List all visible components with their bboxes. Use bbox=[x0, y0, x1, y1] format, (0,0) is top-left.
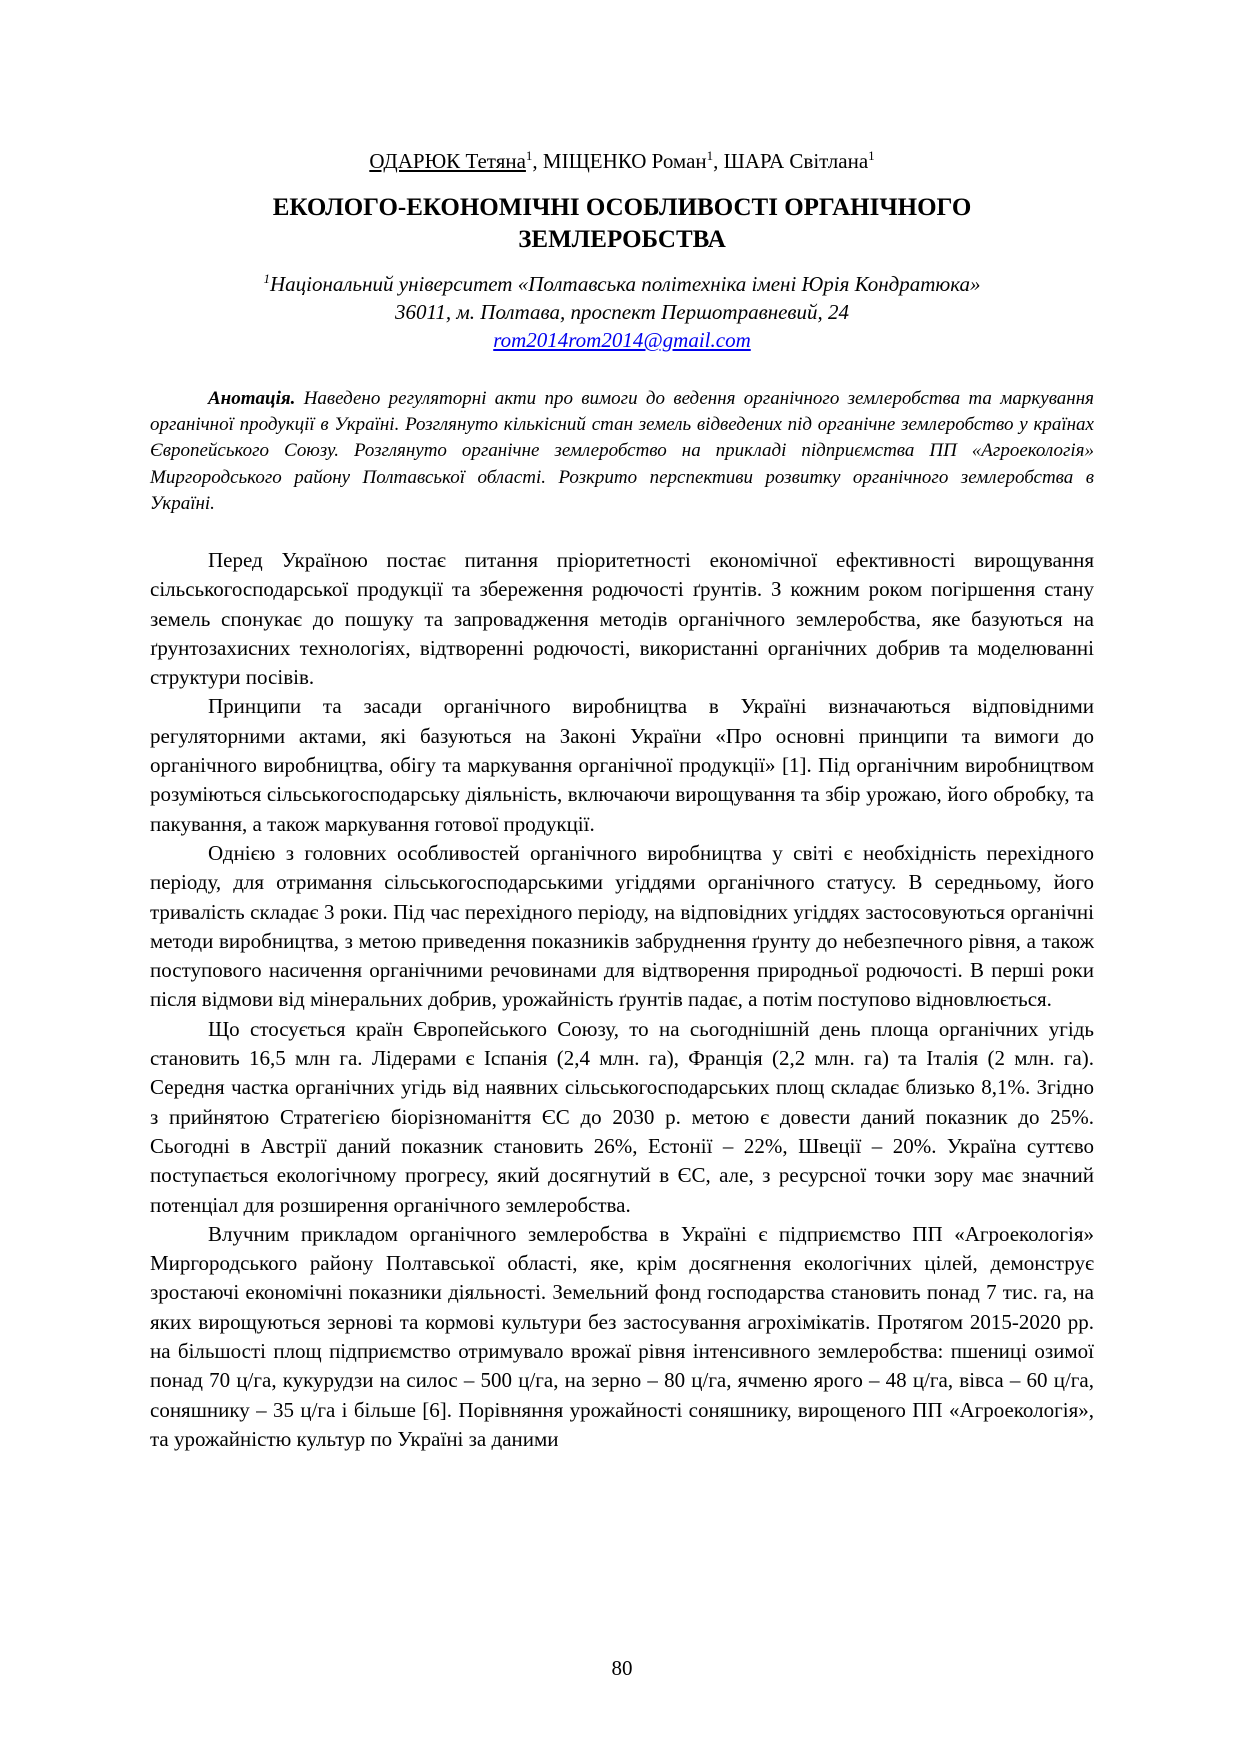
title-line-1: ЕКОЛОГО-ЕКОНОМІЧНІ ОСОБЛИВОСТІ ОРГАНІЧНОГО bbox=[272, 194, 972, 221]
abstract-text: Наведено регуляторні акти про вимоги до ведення органічного землеробства та маркування органічної продукції в Україні. Розглянуто кількісний стан земель відведених під органічне землеробство у країнах Європейського Союзу. Розглянуто органічне землеробство на прикладі підприємства ПП «Агроекологія» Миргородського району Полтавської області. Розкрито перспективи розвитку органічного землеробства в Україні. bbox=[150, 388, 1094, 514]
institution-name: Національний університет «Полтавська політехніка імені Юрія Кондратюка» bbox=[269, 272, 981, 296]
paper-page bbox=[150, 0, 1094, 1754]
author-name-3: ШАРА Світлана bbox=[723, 149, 869, 173]
title-line-2: ЗЕМЛЕРОБСТВА bbox=[518, 226, 726, 253]
body-paragraph-5: Влучним прикладом органічного землеробства в Україні є підприємство ПП «Агроекологія» Миргородського району Полтавської області, яке, крім досягнення екологічних цілей, демонструє зростаючі економічні показники діяльності. Земельний фонд господарства становить понад 7 тис. га, на яких вирощуються зернові та кормові культури без застосування агрохімікатів. Протягом 2015-2020 рр. на більшості площ підприємство отримувало врожаї рівня інтенсивного землеробства: пшениці озимої понад 70 ц/га, кукурудзи на силос – 500 ц/га, на зерно – 80 ц/га, ячменю ярого – 48 ц/га, вівса – 60 ц/га, соняшнику – 35 ц/га і більше [6]. Порівняння урожайності соняшнику, вирощеного ПП «Агроекологія», та урожайністю культур по Україні за даними bbox=[150, 1221, 1094, 1451]
affiliation-institution bbox=[150, 270, 1094, 298]
author-line bbox=[150, 148, 1094, 174]
paper-title bbox=[150, 192, 1094, 256]
author-separator: , bbox=[532, 149, 543, 173]
author-name-2: МІЩЕНКО Роман bbox=[542, 149, 707, 173]
author-affil-mark-3: 1 bbox=[868, 148, 875, 163]
body-paragraph-1: Перед Україною постає питання пріоритетності економічної ефективності вирощування сільськогосподарської продукції та збереження родючості ґрунтів. З кожним роком погіршення стану земель спонукає до пошуку та запровадження методів органічного землеробства, яке базуються на ґрунтозахисних технологіях, відтворенні родючості, використанні органічних добрив та моделюванні структури посівів. bbox=[150, 548, 1094, 690]
body-paragraph-2: Принципи та засади органічного виробництва в Україні визначаються відповідними регуляторними актами, які базуються на Законі України «Про основні принципи та вимоги до органічного виробництва, обігу та маркування органічної продукції» [1]. Під органічним виробництвом розуміються сільськогосподарську діяльність, включаючи вирощування та збір урожаю, його обробку, та пакування, а також маркування готової продукції. bbox=[150, 694, 1094, 836]
author-name-1: ОДАРЮК Тетяна bbox=[369, 149, 526, 173]
author-affil-mark-2: 1 bbox=[706, 148, 714, 163]
body-text bbox=[150, 546, 1094, 1454]
abstract-label: Анотація. bbox=[208, 388, 296, 409]
page-number: 80 bbox=[611, 1656, 633, 1680]
affiliation-address: 36011, м. Полтава, проспект Першотравневий, 24 bbox=[394, 300, 850, 324]
affiliation-block bbox=[150, 270, 1094, 354]
email-link[interactable]: rom2014rom2014@gmail.com bbox=[493, 328, 751, 352]
body-paragraph-3: Однією з головних особливостей органічного виробництва у світі є необхідність перехідного періоду, для отримання сільськогосподарськими угіддями органічного статусу. В середньому, його тривалість складає 3 роки. Під час перехідного періоду, на відповідних угіддях застосовуються органічні методи виробництва, з метою приведення показників забруднення ґрунту до небезпечного рівня, а також поступового насичення органічними речовинами для відтворення природньої родючості. В перші роки після відмови від мінеральних добрив, урожайність ґрунтів падає, а потім поступово відновлюється. bbox=[150, 840, 1094, 1012]
affiliation-mark: 1 bbox=[263, 271, 270, 286]
abstract bbox=[150, 386, 1094, 517]
body-paragraph-4: Що стосується країн Європейського Союзу, то на сьогоднішній день площа органічних угідь становить 16,5 млн га. Лідерами є Іспанія (2,4 млн. га), Франція (2,2 млн. га) та Італія (2 млн. га). Середня частка органічних угідь від наявних сільськогосподарських площ складає близько 8,1%. Згідно з прийнятою Стратегією біорізноманіття ЄС до 2030 р. метою є довести даний показник до 25%. Сьогодні в Австрії даний показник становить 26%, Естонії – 22%, Швеції – 20%. Україна суттєво поступається екологічному прогресу, який досягнутий в ЄС, але, з ресурсної точки зору має значний потенціал для розширення органічного землеробства. bbox=[150, 1016, 1094, 1217]
author-separator: , bbox=[713, 149, 724, 173]
author-affil-mark-1: 1 bbox=[525, 148, 533, 163]
